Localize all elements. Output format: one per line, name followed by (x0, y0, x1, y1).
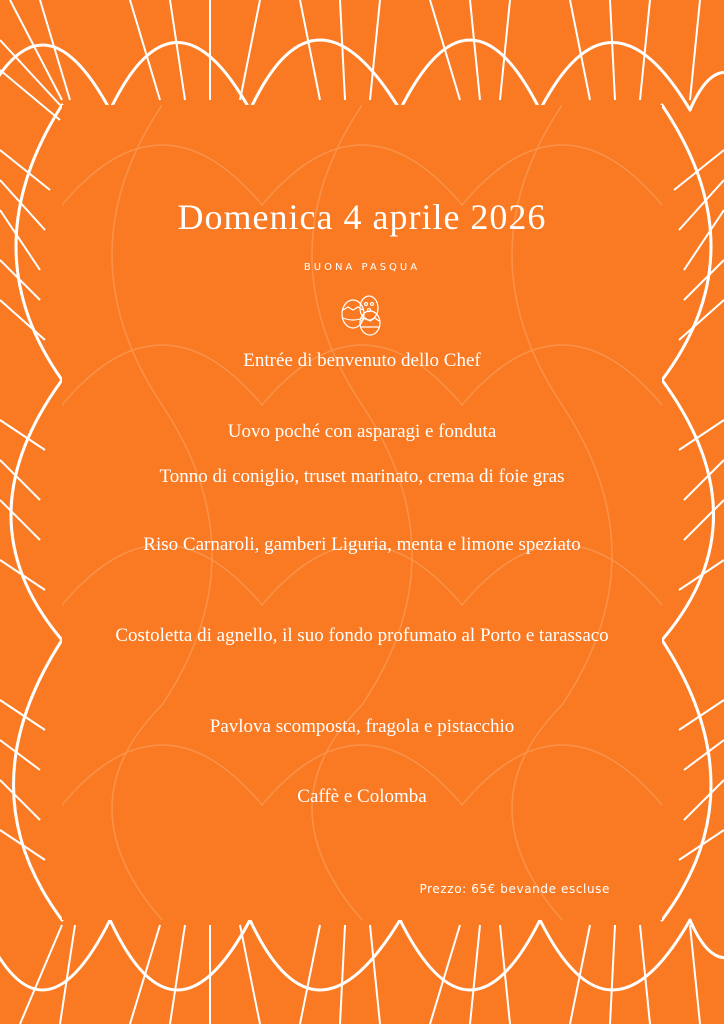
dish-7: Caffè e Colomba (297, 786, 427, 807)
dish-6: Pavlova scomposta, fragola e pistacchio (209, 716, 515, 737)
dish-5: Costoletta di agnello, il suo fondo profumato al Porto e tarassaco (115, 625, 609, 646)
dish-2: Uovo poché con asparagi e fonduta (227, 421, 497, 442)
easter-eggs-icon (336, 288, 386, 338)
price-note: Prezzo: 65€ bevande escluse (419, 882, 610, 896)
dish-1: Entrée di benvenuto dello Chef (243, 350, 481, 371)
subtitle: BUONA PASQUA (303, 262, 421, 273)
page-title: Domenica 4 aprile 2026 (177, 197, 547, 237)
dish-3: Tonno di coniglio, truset marinato, crema di foie gras (159, 466, 565, 487)
dish-4: Riso Carnaroli, gamberi Liguria, menta e limone speziato (143, 534, 581, 555)
